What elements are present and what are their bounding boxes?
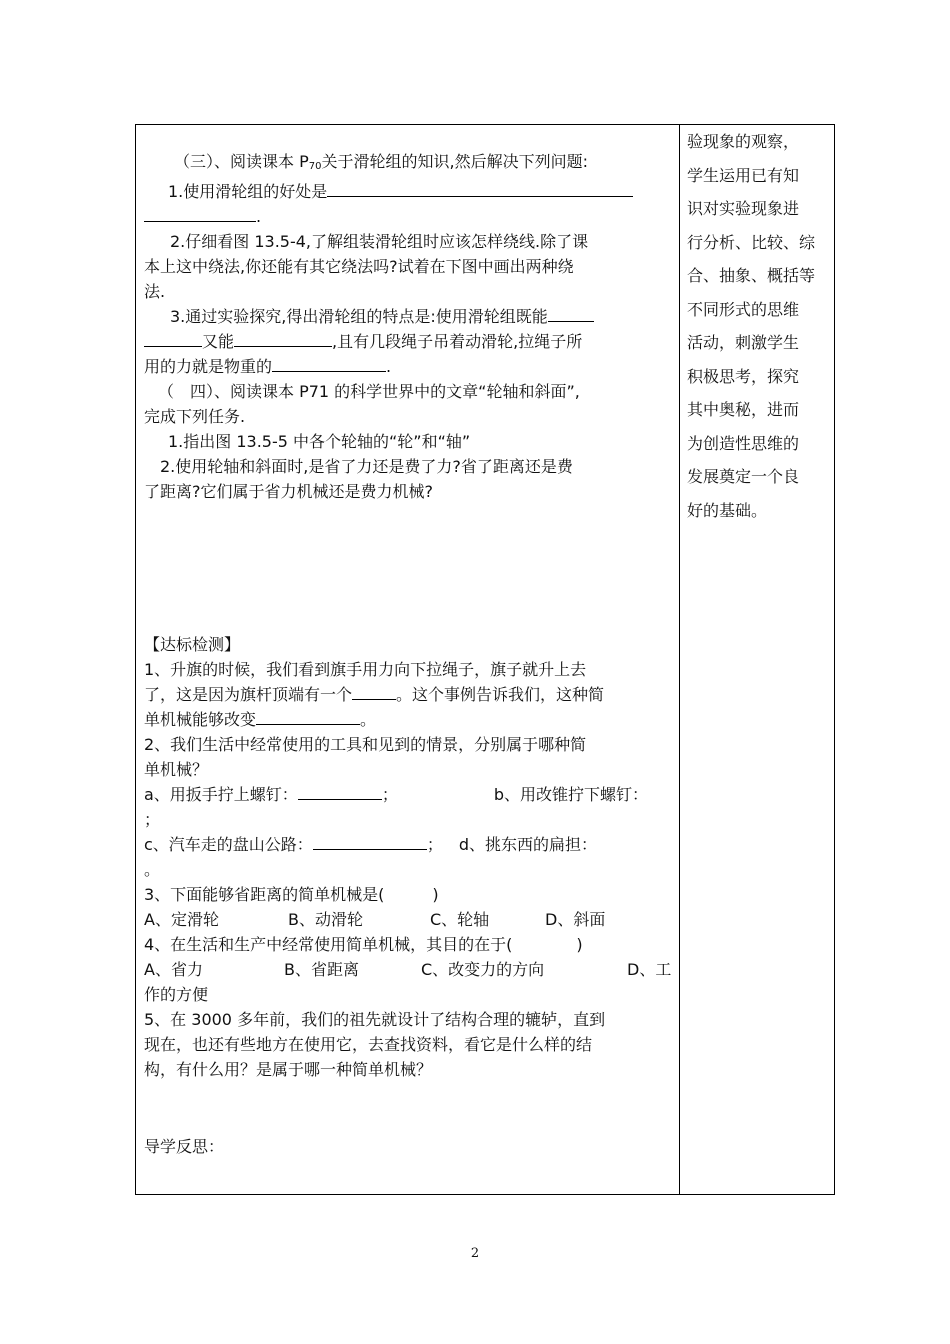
section4-q1: 1.指出图 13.5-5 中各个轮轴的“轮”和“轴”	[168, 432, 471, 451]
main-column: （三）、阅读课本 $P_{70}$关于滑轮组的知识,然后解决下列问题: 1.使用滑轮组的好处是 . 2.仔细看图 13.5-4,了解组装滑轮组时应该怎样绕线.除了课 本上这中绕法,你还能有其它绕法吗?试着在下图中画出两种绕 法. 3.通过实验探究,得出滑轮组的特点是:使用滑轮组既能 又能 ,且有几段绳子吊着动滑轮,拉绳子所 用的力就是物重的 . （ 四）、阅读课本 P71 的科学世界中的文章“轮轴和斜面”, 完成下列任务. 1.指出图 13.5-5 中各个轮轴的“轮”和“轴” 2.使用轮轴和斜面时,是省了力还是费了力?省了距离还是费 了距离?它们属于省力机械还是费力机械? 【达标检测】 1、升旗的时候，我们看到旗手用力向下拉绳子，旗子就升上去 了，这是因为旗杆顶端有一个 。这个事例告诉我们，这种简 单机械能够改变 。 2、我们生活中经常使用的工具和见到的情景，分别属于哪种简 单机械？ a、用扳手拧上螺钉： ； b、用改锥拧下螺钉： ； c、汽车走的盘山公路： ； d、挑东西的扁担： 。 3、下面能够省距离的简单机械是( ) A、定滑轮 B、动滑轮 C、轮轴 D、斜面 4、在生活和生产中经常使用简单机械，其目的在于( ) A、省力 B、省距离 C、改变力的方向 D、工 作的方便 5、在 3000 多年前，我们的祖先就设计了结构合理的辘轳，直到 现在，也还有些地方在使用它，去查找资料，看它是什么样的结 构，有什么用？是属于哪一种简单机械？ 导学反思：	[144, 149, 672, 1159]
blank[interactable]	[256, 707, 360, 725]
column-divider	[679, 125, 680, 1194]
test-q3: 3、下面能够省距离的简单机械是( )	[144, 885, 439, 904]
section3-q3: 3.通过实验探究,得出滑轮组的特点是:使用滑轮组既能	[144, 304, 672, 329]
blank[interactable]	[327, 179, 633, 197]
section4-title: （ 四）、阅读课本 P71 的科学世界中的文章“轮轴和斜面”,	[158, 382, 580, 401]
test-q4: 4、在生活和生产中经常使用简单机械，其目的在于( )	[144, 935, 583, 954]
blank[interactable]	[313, 832, 427, 850]
blank[interactable]	[272, 354, 386, 372]
test-q1: 1、升旗的时候，我们看到旗手用力向下拉绳子，旗子就升上去	[144, 660, 587, 679]
lesson-table	[135, 124, 835, 1195]
section3-q2: 2.仔细看图 13.5-4,了解组装滑轮组时应该怎样绕线.除了课	[170, 232, 589, 251]
section3-q1-cont: .	[144, 204, 672, 229]
section3-q1: 1.使用滑轮组的好处是	[144, 179, 672, 204]
test-q2: 2、我们生活中经常使用的工具和见到的情景，分别属于哪种简	[144, 735, 587, 754]
test-q5: 5、在 3000 多年前，我们的祖先就设计了结构合理的辘轳，直到	[144, 1010, 606, 1029]
test-q4-options: A、省力 B、省距离 C、改变力的方向 D、工	[144, 960, 672, 979]
reflection-label: 导学反思：	[144, 1137, 225, 1156]
blank[interactable]	[548, 304, 594, 322]
test-q3-options: A、定滑轮 B、动滑轮 C、轮轴 D、斜面	[144, 910, 606, 929]
side-notes: 验现象的观察， 学生运用已有知 识对实验现象进 行分析、比较、综 合、抽象、概括等 不同形式的思维 活动，刺激学生 积极思考，探究 其中奥秘，进而 为创造性思维的 发展奠定一个良 好的基础。	[687, 132, 816, 520]
section4-q2: 2.使用轮轴和斜面时,是省了力还是费了力?省了距离还是费	[160, 457, 573, 476]
blank[interactable]	[144, 329, 202, 347]
blank[interactable]	[234, 329, 332, 347]
blank[interactable]	[298, 782, 382, 800]
blank[interactable]	[352, 682, 396, 700]
blank[interactable]	[144, 204, 256, 222]
page-number: 2	[470, 1246, 480, 1261]
test-heading: 【达标检测】	[144, 635, 241, 654]
section3-title: （三）、阅读课本 $P_{70}$关于滑轮组的知识,然后解决下列问题:	[174, 152, 588, 172]
